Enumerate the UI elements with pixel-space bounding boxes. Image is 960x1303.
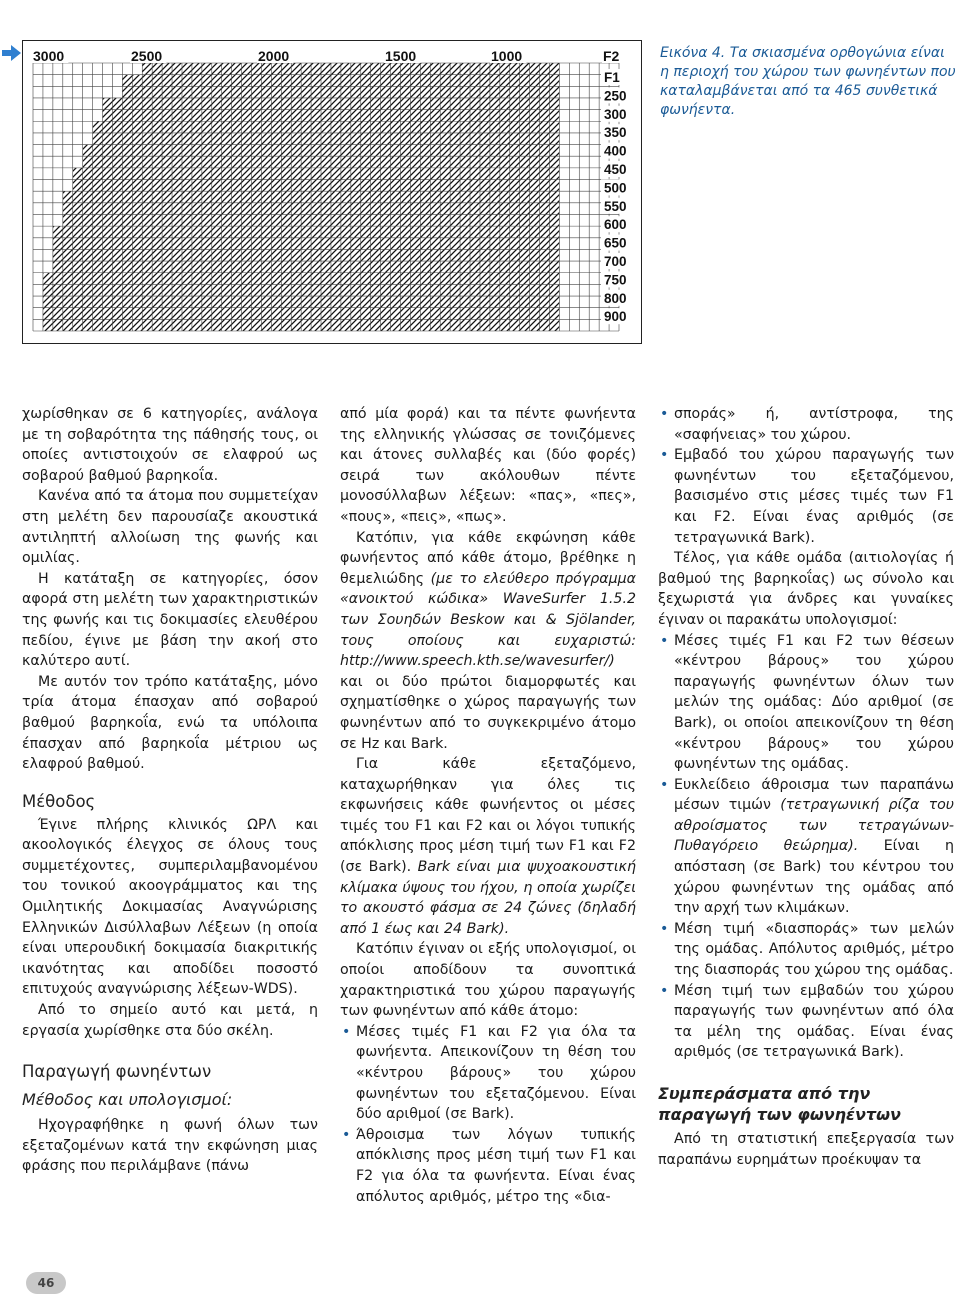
y-tick-label: 400 bbox=[604, 143, 627, 159]
shaded-row bbox=[53, 261, 560, 273]
y-tick-label: 600 bbox=[604, 217, 627, 233]
shaded-row bbox=[73, 180, 560, 192]
paragraph: Τέλος, για κάθε ομάδα (αιτιολογίας ή βαθμού της βαρηκοΐας) ως σύνολο και ξεχωριστά για άνδρες και γυναίκες έγιναν οι παρακάτω υπολογισμοί: bbox=[658, 550, 954, 628]
paragraph: Έγινε πλήρης κλινικός ΩΡΛ και ακοολογικός έλεγχος σε όλους τους συμμετέχοντες, συμπεριλαμβανομένου του τονικού ακοογράμματος και της Ομιλητικής Δοκιμασίας Αναγνώρισης Ελληνικών Δισύλλαβων Λέξεων (η οποία είναι υπερουδική δοκιμασία διακριτικής ικανότητας και αποδίδει ποσοστό επιτυχούς αναγνώρισης λέξεων-WDS). bbox=[22, 816, 318, 998]
paragraph: Κατόπιν έγιναν οι εξής υπολογισμοί, οι οποίοι αποδίδουν τα συνοπτικά χαρακτηριστικά του χώρου παραγωγής των φωνηέντων από κάθε άτομο: bbox=[340, 941, 636, 1020]
shaded-row bbox=[53, 238, 560, 250]
paragraph: Κανένα από τα άτομα που συμμετείχαν στη μελέτη δεν παρουσίαζε ακουστικά αντιληπτή αλλοίωση της φωνής και ομιλίας. bbox=[22, 488, 318, 567]
caption-text: Τα σκιασμένα ορθογώνια είναι η περιοχή του χώρου των φωνηέντων που καταλαμβάνεται από τα 465 συνθετικά φωνήεντα. bbox=[660, 45, 956, 118]
bullet-list bbox=[658, 631, 954, 1063]
subsection-heading-calc: Μέθοδος και υπολογισμοί: bbox=[22, 1090, 233, 1110]
x-tick-label: 2500 bbox=[131, 48, 163, 64]
section-heading-method: Μέθοδος bbox=[22, 791, 96, 811]
list-item: • Μέση τιμή «διασποράς» των μελών της ομάδας. Απόλυτος αριθμός, μέτρο της διασποράς του χώρου της ομάδας. bbox=[658, 919, 954, 981]
column-1 bbox=[22, 404, 318, 1177]
y-tick-label: 350 bbox=[604, 125, 627, 141]
paragraph: Από το σημείο αυτό και μετά, η εργασία χωρίσθηκε στα δύο σκέλη. bbox=[22, 1002, 318, 1039]
y-tick-label: 650 bbox=[604, 235, 627, 251]
y-tick-label: 900 bbox=[604, 309, 627, 325]
list-item: • Άθροισμα των λόγων τυπικής απόκλισης προς μέση τιμή των F1 και F2 για όλα τα φωνήεντα. Είναι ένας απόλυτος αριθμός, μέτρο της «δια- bbox=[340, 1125, 636, 1207]
list-item: • Μέση τιμή των εμβαδών του χώρου παραγωγής των φωνηέντων από όλα τα μέλη της ομάδας. Είναι ένας αριθμός (σε τετραγωνικά Bark). bbox=[658, 981, 954, 1063]
bullet-list bbox=[658, 404, 954, 548]
y-tick-label: 250 bbox=[604, 88, 627, 104]
list-item: • Μέσες τιμές F1 και F2 των θέσεων «κέντρου βάρους» του χώρου παραγωγής φωνηέντων όλων των μελών της ομάδας: Δύο αριθμοί (σε Bark), οι οποίοι απεικονίζουν τη θέση «κέντρου βάρους» του χώρου φωνηέντων της ομάδας. bbox=[658, 631, 954, 775]
text-run: Για κάθε εξεταζόμενο, καταχωρήθηκαν για όλες τις εκφωνήσεις κάθε φωνήεντος οι μέσες τιμές του F1 και F2 και οι λόγοι τυπικής απόκλισης προς μέση τιμή των F1 και F2 (σε Bark). bbox=[340, 756, 636, 876]
list-item: • Μέσες τιμές F1 και F2 για όλα τα φωνήεντα. Απεικονίζουν τη θέση του «κέντρου βάρους» του χώρου φωνηέντων του εξεταζόμενου. Είναι δύο αριθμοί (σε Bark). bbox=[340, 1022, 636, 1125]
y-tick-label: 750 bbox=[604, 272, 627, 288]
x-tick-label: 2000 bbox=[258, 48, 290, 64]
x-tick-label: 1000 bbox=[491, 48, 523, 64]
section-heading-conclusions: Συμπεράσματα από την παραγωγή των φωνηέντων bbox=[658, 1084, 901, 1124]
list-item: • Εμβαδό του χώρου παραγωγής των φωνηέντων του εξεταζόμενου, βασισμένο στις μέσες τιμές των F1 και F2. Είναι ένας αριθμός (σε τετραγωνικά Bark). bbox=[658, 445, 954, 548]
figure-caption bbox=[660, 44, 956, 120]
page-arrow-icon bbox=[2, 44, 22, 62]
y-tick-label: 700 bbox=[604, 254, 627, 269]
paragraph: από μία φορά) και τα πέντε φωνήεντα της ελληνικής γλώσσας σε τονιζόμενες και άτονες συλλαβές και (δύο φορές) σειρά των ακόλουθων πέντε μονοσύλλαβων λέξεων: «πας», «πες», «πους», «πεις», «πως». bbox=[340, 406, 636, 525]
y-tick-label: F1 bbox=[604, 70, 620, 85]
shaded-row bbox=[53, 226, 560, 238]
paragraph: Ηχογραφήθηκε η φωνή όλων των εξεταζομένων κατά την εκφώνηση μιας φράσης που περιλάμβανε (πάνω bbox=[22, 1117, 318, 1175]
text-run: Κατόπιν, για κάθε εκφώνηση κάθε φωνήεντος από κάθε άτομο, βρέθηκε η θεμελιώδης bbox=[340, 529, 636, 587]
x-tick-label: F2 bbox=[603, 48, 620, 64]
paragraph bbox=[340, 754, 636, 939]
paragraph: Με αυτόν τον τρόπο κατάταξης, μόνο τρία άτομα έπασχαν από σοβαρού βαθμού βαρηκοΐα, ενώ τα υπόλοιπα έπασχαν από βαρηκοΐα μέτριου ως ελαφρού βαθμού. bbox=[22, 673, 318, 773]
text-run-italic: (με το ελεύθερο πρόγραμμα «ανοικτού κώδικα» WaveSurfer 1.5.2 των Σουηδών Beskow και & Sjölander, τους οποίους και ευχαριστώ: http://www.speech.kth.se/wavesurfer/) bbox=[340, 570, 636, 670]
page-number: 46 bbox=[26, 1272, 66, 1294]
vowel-space-figure bbox=[22, 40, 642, 344]
paragraph: χωρίσθηκαν σε 6 κατηγορίες, ανάλογα με τη σοβαρότητα της πάθησής τους, οι οποίες αντιστοιχούν σε ελαφρού ως σοβαρού βαθμού βαρηκοΐα. bbox=[22, 406, 318, 484]
x-tick-label: 1500 bbox=[385, 48, 417, 64]
caption-label: Εικόνα 4. bbox=[660, 45, 726, 61]
y-tick-label: 500 bbox=[604, 180, 627, 196]
x-tick-label: 3000 bbox=[33, 48, 65, 64]
column-2 bbox=[340, 404, 636, 1207]
text-run: και οι δύο πρώτοι διαμορφωτές και σχηματίσθηκε ο χώρος παραγωγής των φωνηέντων από το συγκεκριμένο άτομο σε Hz και Bark. bbox=[340, 673, 636, 752]
y-tick-label: 800 bbox=[604, 290, 627, 306]
y-tick-label: 450 bbox=[604, 162, 627, 177]
text-run: Ευκλείδειο άθροισμα των παραπάνω μέσων τιμών bbox=[674, 776, 954, 814]
shaded-row bbox=[53, 249, 560, 261]
column-3 bbox=[658, 404, 954, 1170]
vowel-space-grid bbox=[23, 41, 643, 345]
shaded-row bbox=[93, 121, 560, 133]
section-heading-production: Παραγωγή φωνηέντων bbox=[22, 1062, 212, 1082]
y-tick-label: 300 bbox=[604, 106, 627, 122]
text-run-italic: (τετραγωνική ρίζα του αθροίσματος των τετραγώνων-Πυθαγόρειο θεώρημα). bbox=[674, 797, 955, 855]
paragraph: Η κατάταξη σε κατηγορίες, όσον αφορά στη μελέτη των χαρακτηριστικών της φωνής και τις δοκιμασίες ελευθέρου πεδίου, έγινε με βάση την ακοή στο καλύτερο αυτί. bbox=[22, 570, 318, 670]
bullet-list bbox=[340, 1022, 636, 1207]
paragraph: Από τη στατιστική επεξεργασία των παραπάνω ευρημάτων προέκυψαν τα bbox=[658, 1131, 954, 1168]
text-run-italic: Bark είναι μια ψυχοακουστική κλίμακα ύψους του ήχου, η οποία χωρίζει το ακουστό φάσμα σε 24 ζώνες (δηλαδή από 1 έως και 24 Bark). bbox=[340, 859, 636, 937]
paragraph bbox=[340, 528, 636, 755]
shaded-row bbox=[93, 133, 560, 145]
text-run: Είναι η απόσταση (σε Bark) του κέντρου του χώρου φωνηέντων της ομάδας από την αρχή των κλιμάκων. bbox=[674, 838, 954, 917]
list-item-continued bbox=[658, 404, 954, 445]
text-run: σποράς» ή, αντίστροφα, της «σαφήνειας» του χώρου. bbox=[674, 406, 954, 443]
shaded-row bbox=[73, 168, 560, 180]
y-tick-label: 550 bbox=[604, 198, 627, 214]
list-item bbox=[658, 775, 954, 919]
